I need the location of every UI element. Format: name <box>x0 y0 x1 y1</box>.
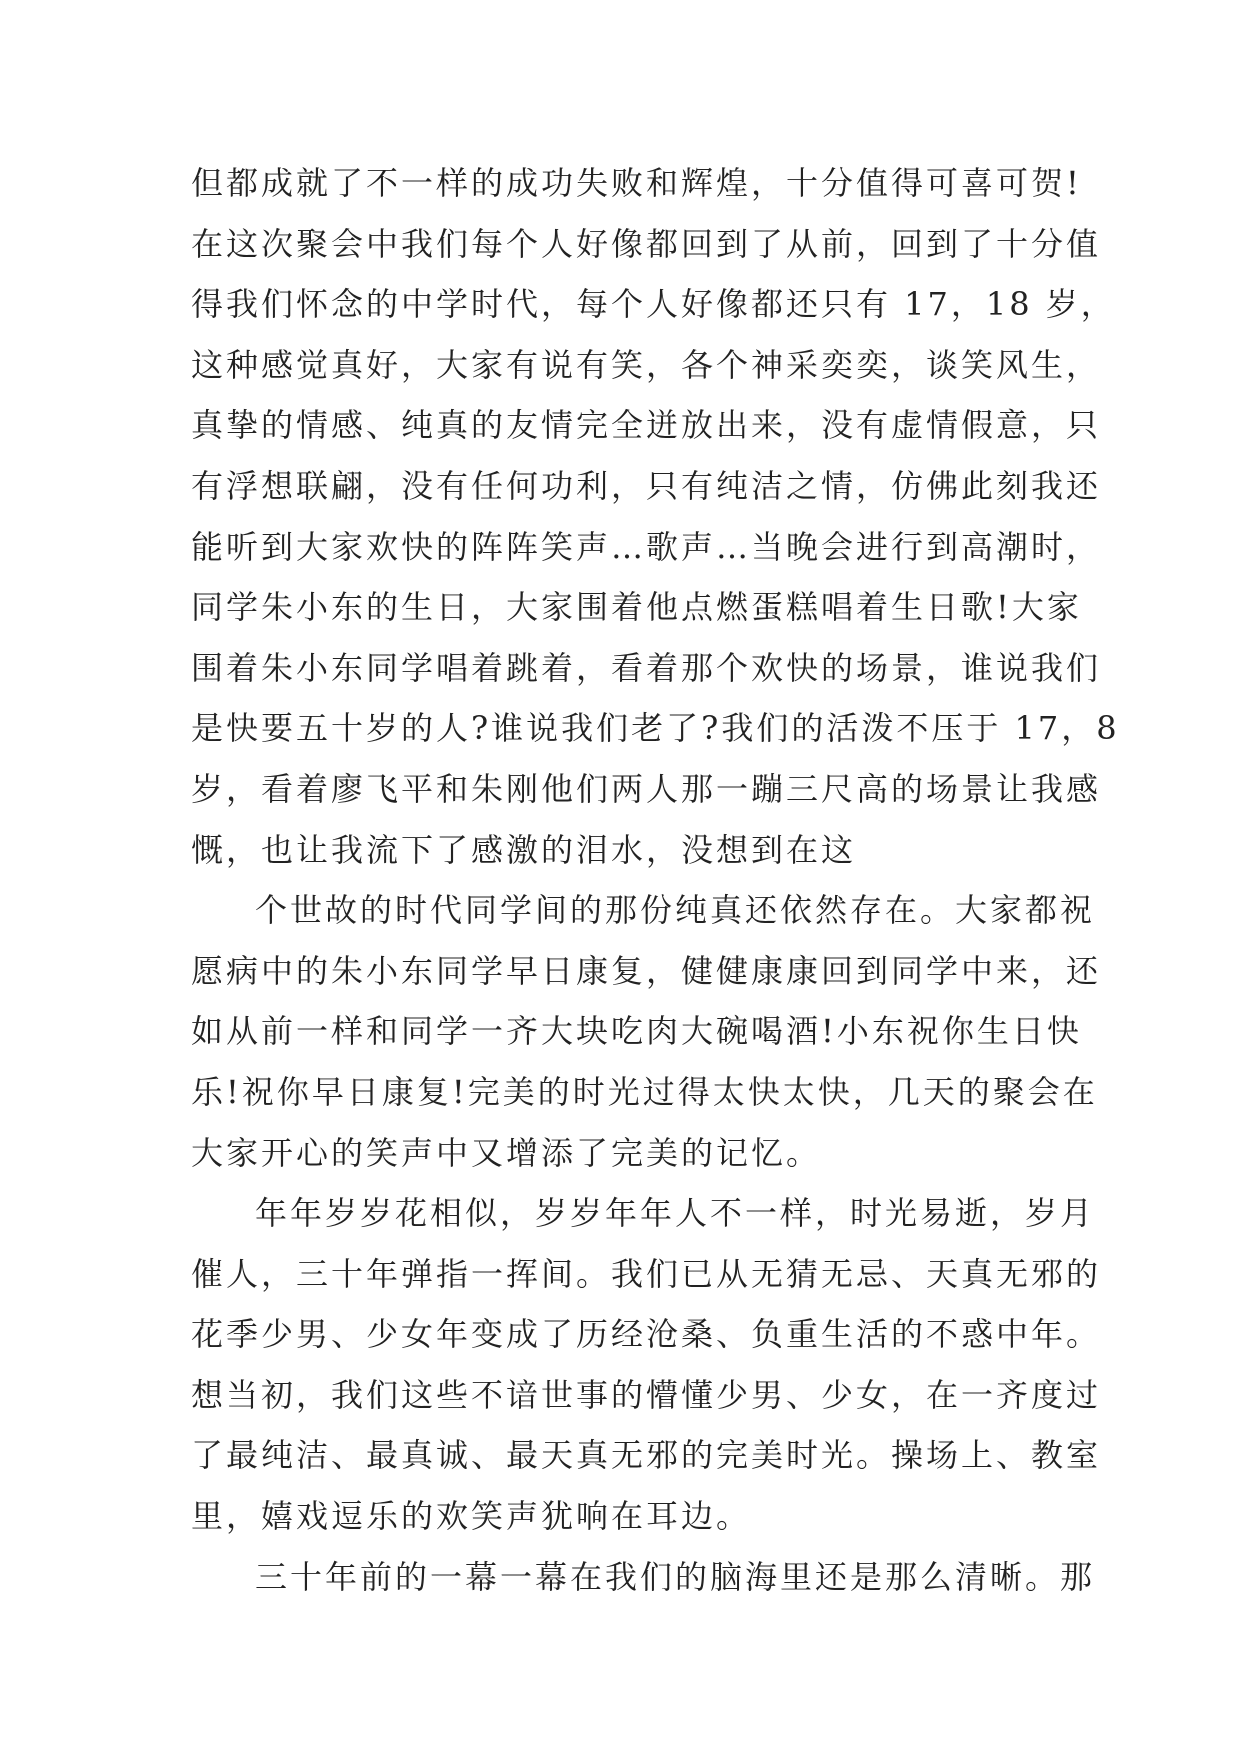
text-line: 同学朱小东的生日，大家围着他点燃蛋糕唱着生日歌!大家 <box>191 588 1082 627</box>
text-line: 花季少男、少女年变成了历经沧桑、负重生活的不惑中年。 <box>191 1315 1102 1354</box>
text-line: 但都成就了不一样的成功失败和辉煌，十分值得可喜可贺! <box>191 164 1082 202</box>
body-text <box>191 153 1120 1607</box>
text-line: 乐!祝你早日康复!完美的时光过得太快太快，几天的聚会在 <box>191 1072 1098 1111</box>
paragraph-first-line: 年年岁岁花相似，岁岁年年人不一样，时光易逝，岁月 <box>255 1194 1096 1233</box>
text-line: 是快要五十岁的人?谁说我们老了?我们的活泼不压于 17，8 <box>191 709 1120 748</box>
text-line: 得我们怀念的中学时代，每个人好像都还只有 17，18 岁， <box>191 285 1116 324</box>
paragraph-first-line: 个世故的时代同学间的那份纯真还依然存在。大家都祝 <box>255 891 1096 930</box>
text-line: 真挚的情感、纯真的友情完全迸放出来，没有虚情假意，只 <box>191 406 1102 445</box>
text-line: 了最纯洁、最真诚、最天真无邪的完美时光。操场上、教室 <box>191 1436 1102 1475</box>
text-line: 大家开心的笑声中又增添了完美的记忆。 <box>191 1133 822 1172</box>
text-line: 能听到大家欢快的阵阵笑声…歌声…当晚会进行到高潮时， <box>191 527 1102 566</box>
text-line: 如从前一样和同学一齐大块吃肉大碗喝酒!小东祝你生日快 <box>191 1012 1082 1051</box>
text-line: 岁，看着廖飞平和朱刚他们两人那一蹦三尺高的场景让我感 <box>191 769 1102 808</box>
paragraph-first-line: 三十年前的一幕一幕在我们的脑海里还是那么清晰。那 <box>255 1557 1096 1596</box>
text-line: 想当初，我们这些不谙世事的懵懂少男、少女，在一齐度过 <box>191 1375 1102 1414</box>
text-line: 催人，三十年弹指一挥间。我们已从无猜无忌、天真无邪的 <box>191 1254 1102 1293</box>
text-line: 这种感觉真好，大家有说有笑，各个神采奕奕，谈笑风生， <box>191 345 1102 384</box>
text-line: 里，嬉戏逗乐的欢笑声犹响在耳边。 <box>191 1497 752 1536</box>
text-line: 愿病中的朱小东同学早日康复，健健康康回到同学中来，还 <box>191 951 1102 990</box>
text-line: 围着朱小东同学唱着跳着，看着那个欢快的场景，谁说我们 <box>191 648 1102 687</box>
text-line: 慨，也让我流下了感激的泪水，没想到在这 <box>191 830 857 869</box>
text-line: 在这次聚会中我们每个人好像都回到了从前，回到了十分值 <box>191 224 1102 263</box>
text-line: 有浮想联翩，没有任何功利，只有纯洁之情，仿佛此刻我还 <box>191 466 1102 505</box>
